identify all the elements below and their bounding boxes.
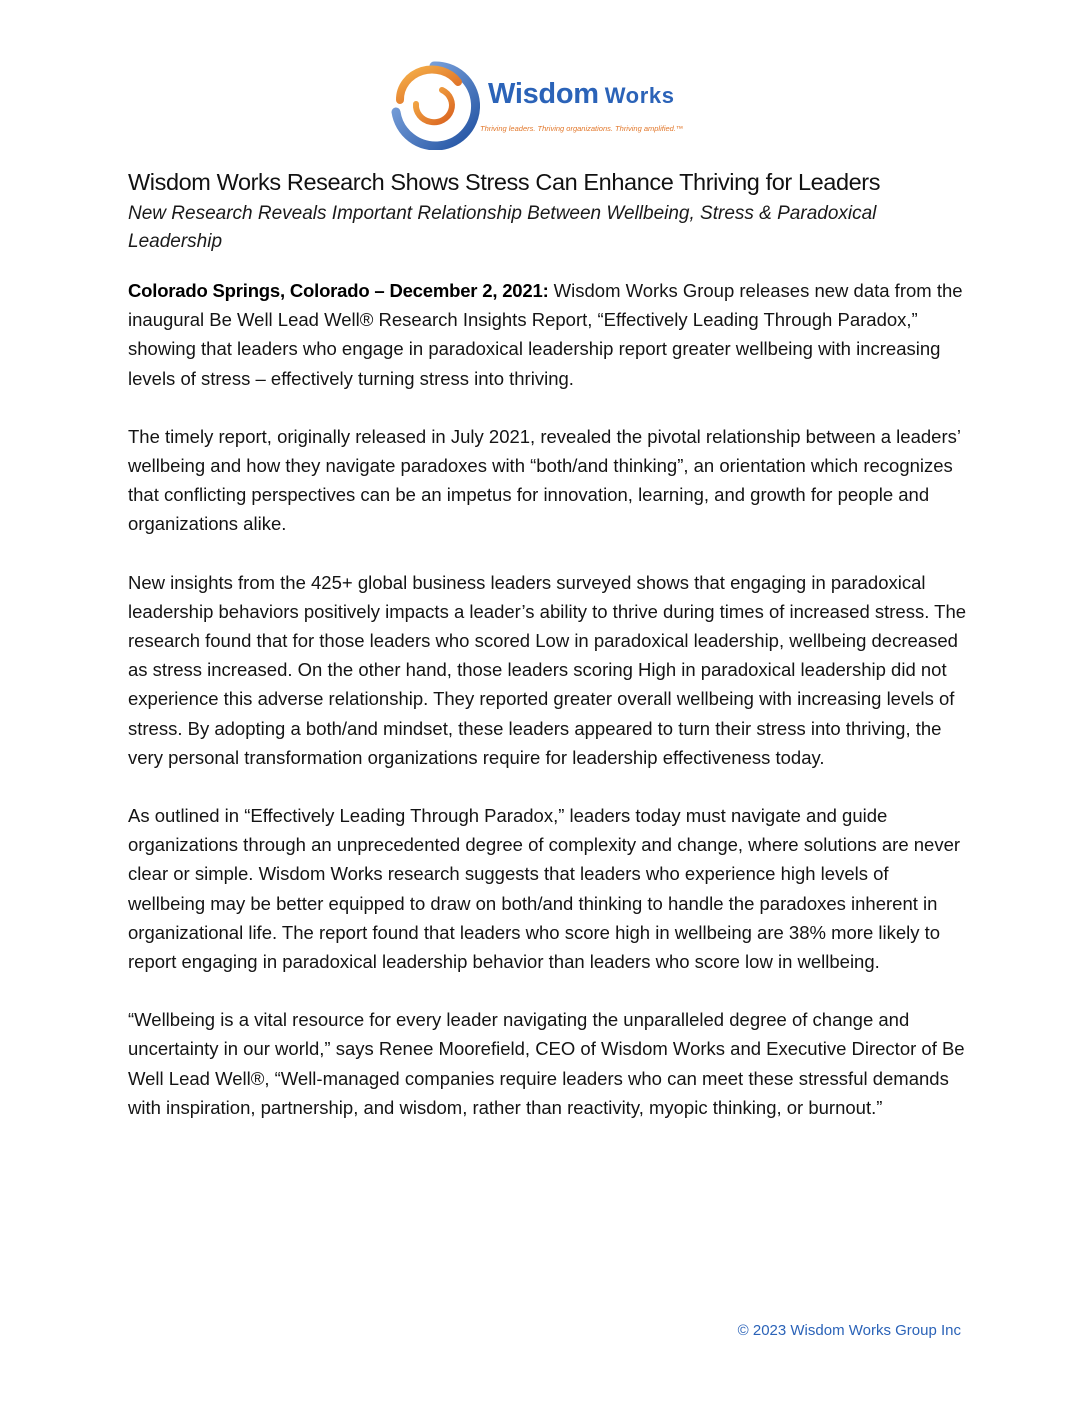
paragraph-new-insights: New insights from the 425+ global business leaders surveyed shows that engaging in paradoxical leadership behaviors positively impacts a leader’s ability to thrive during times of increased stress. The research found that for those leaders who scored Low in paradoxical leadership, wellbeing decreased as stress increased. On the other hand, those leaders scoring High in paradoxical leadership did not experience this adverse relationship. They reported greater overall wellbeing with increasing levels of stress. By adopting a both/and mindset, these leaders appeared to turn their stress into thriving, the very personal transformation organizations require for leadership effectiveness today. — [128, 571, 967, 768]
paragraph-outlined: As outlined in “Effectively Leading Through Paradox,” leaders today must navigate and guide organizations through an unprecedented degree of complexity and change, where solutions are never clear or simple. Wisdom Works research suggests that leaders who experience high levels of wellbeing may be better equipped to draw on both/and thinking to handle the paradoxes inherent in organizational life. The report found that leaders who score high in wellbeing are 38% more likely to report engaging in paradoxical leadership behavior than leaders who score low in wellbeing. — [128, 805, 961, 973]
copyright-footer: © 2023 Wisdom Works Group Inc — [737, 1322, 961, 1339]
company-logo — [388, 60, 708, 150]
dateline: Colorado Springs, Colorado – December 2, 2021: — [128, 280, 549, 301]
subheadline: New Research Reveals Important Relationship Between Wellbeing, Stress & Paradoxical Leadership — [128, 203, 877, 252]
paragraph-intro-text: Wisdom Works Group releases new data from the inaugural Be Well Lead Well® Research Insights Report, “Effectively Leading Through Paradox,” showing that leaders who engage in paradoxical leadership report greater wellbeing with increasing levels of stress – effectively turning stress into thriving. — [128, 280, 963, 389]
paragraph-timely-report: The timely report, originally released in July 2021, revealed the pivotal relationship between a leaders’ wellbeing and how they navigate paradoxes with “both/and thinking”, an orientation which recognizes that conflicting perspectives can be an impetus for innovation, learning, and growth for people and organizations alike. — [128, 425, 961, 535]
press-release-body — [128, 166, 968, 1122]
logo-word-works: Works — [604, 83, 675, 108]
logo-tagline: Thriving leaders. Thriving organizations. Thriving amplified.™ — [480, 124, 684, 133]
logo-wordmark — [488, 80, 675, 109]
paragraph-intro — [128, 276, 968, 393]
logo-word-wisdom: Wisdom — [488, 78, 599, 110]
headline: Wisdom Works Research Shows Stress Can Enhance Thriving for Leaders — [128, 169, 881, 195]
paragraph-quote: “Wellbeing is a vital resource for every leader navigating the unparalleled degree of change and uncertainty in our world,” says Renee Moorefield, CEO of Wisdom Works and Executive Director of Be Well Lead Well®, “Well-managed companies require leaders who can meet these stressful demands with inspiration, partnership, and wisdom, rather than reactivity, myopic thinking, or burnout.” — [128, 1009, 965, 1118]
swirl-logo-icon — [388, 60, 480, 150]
